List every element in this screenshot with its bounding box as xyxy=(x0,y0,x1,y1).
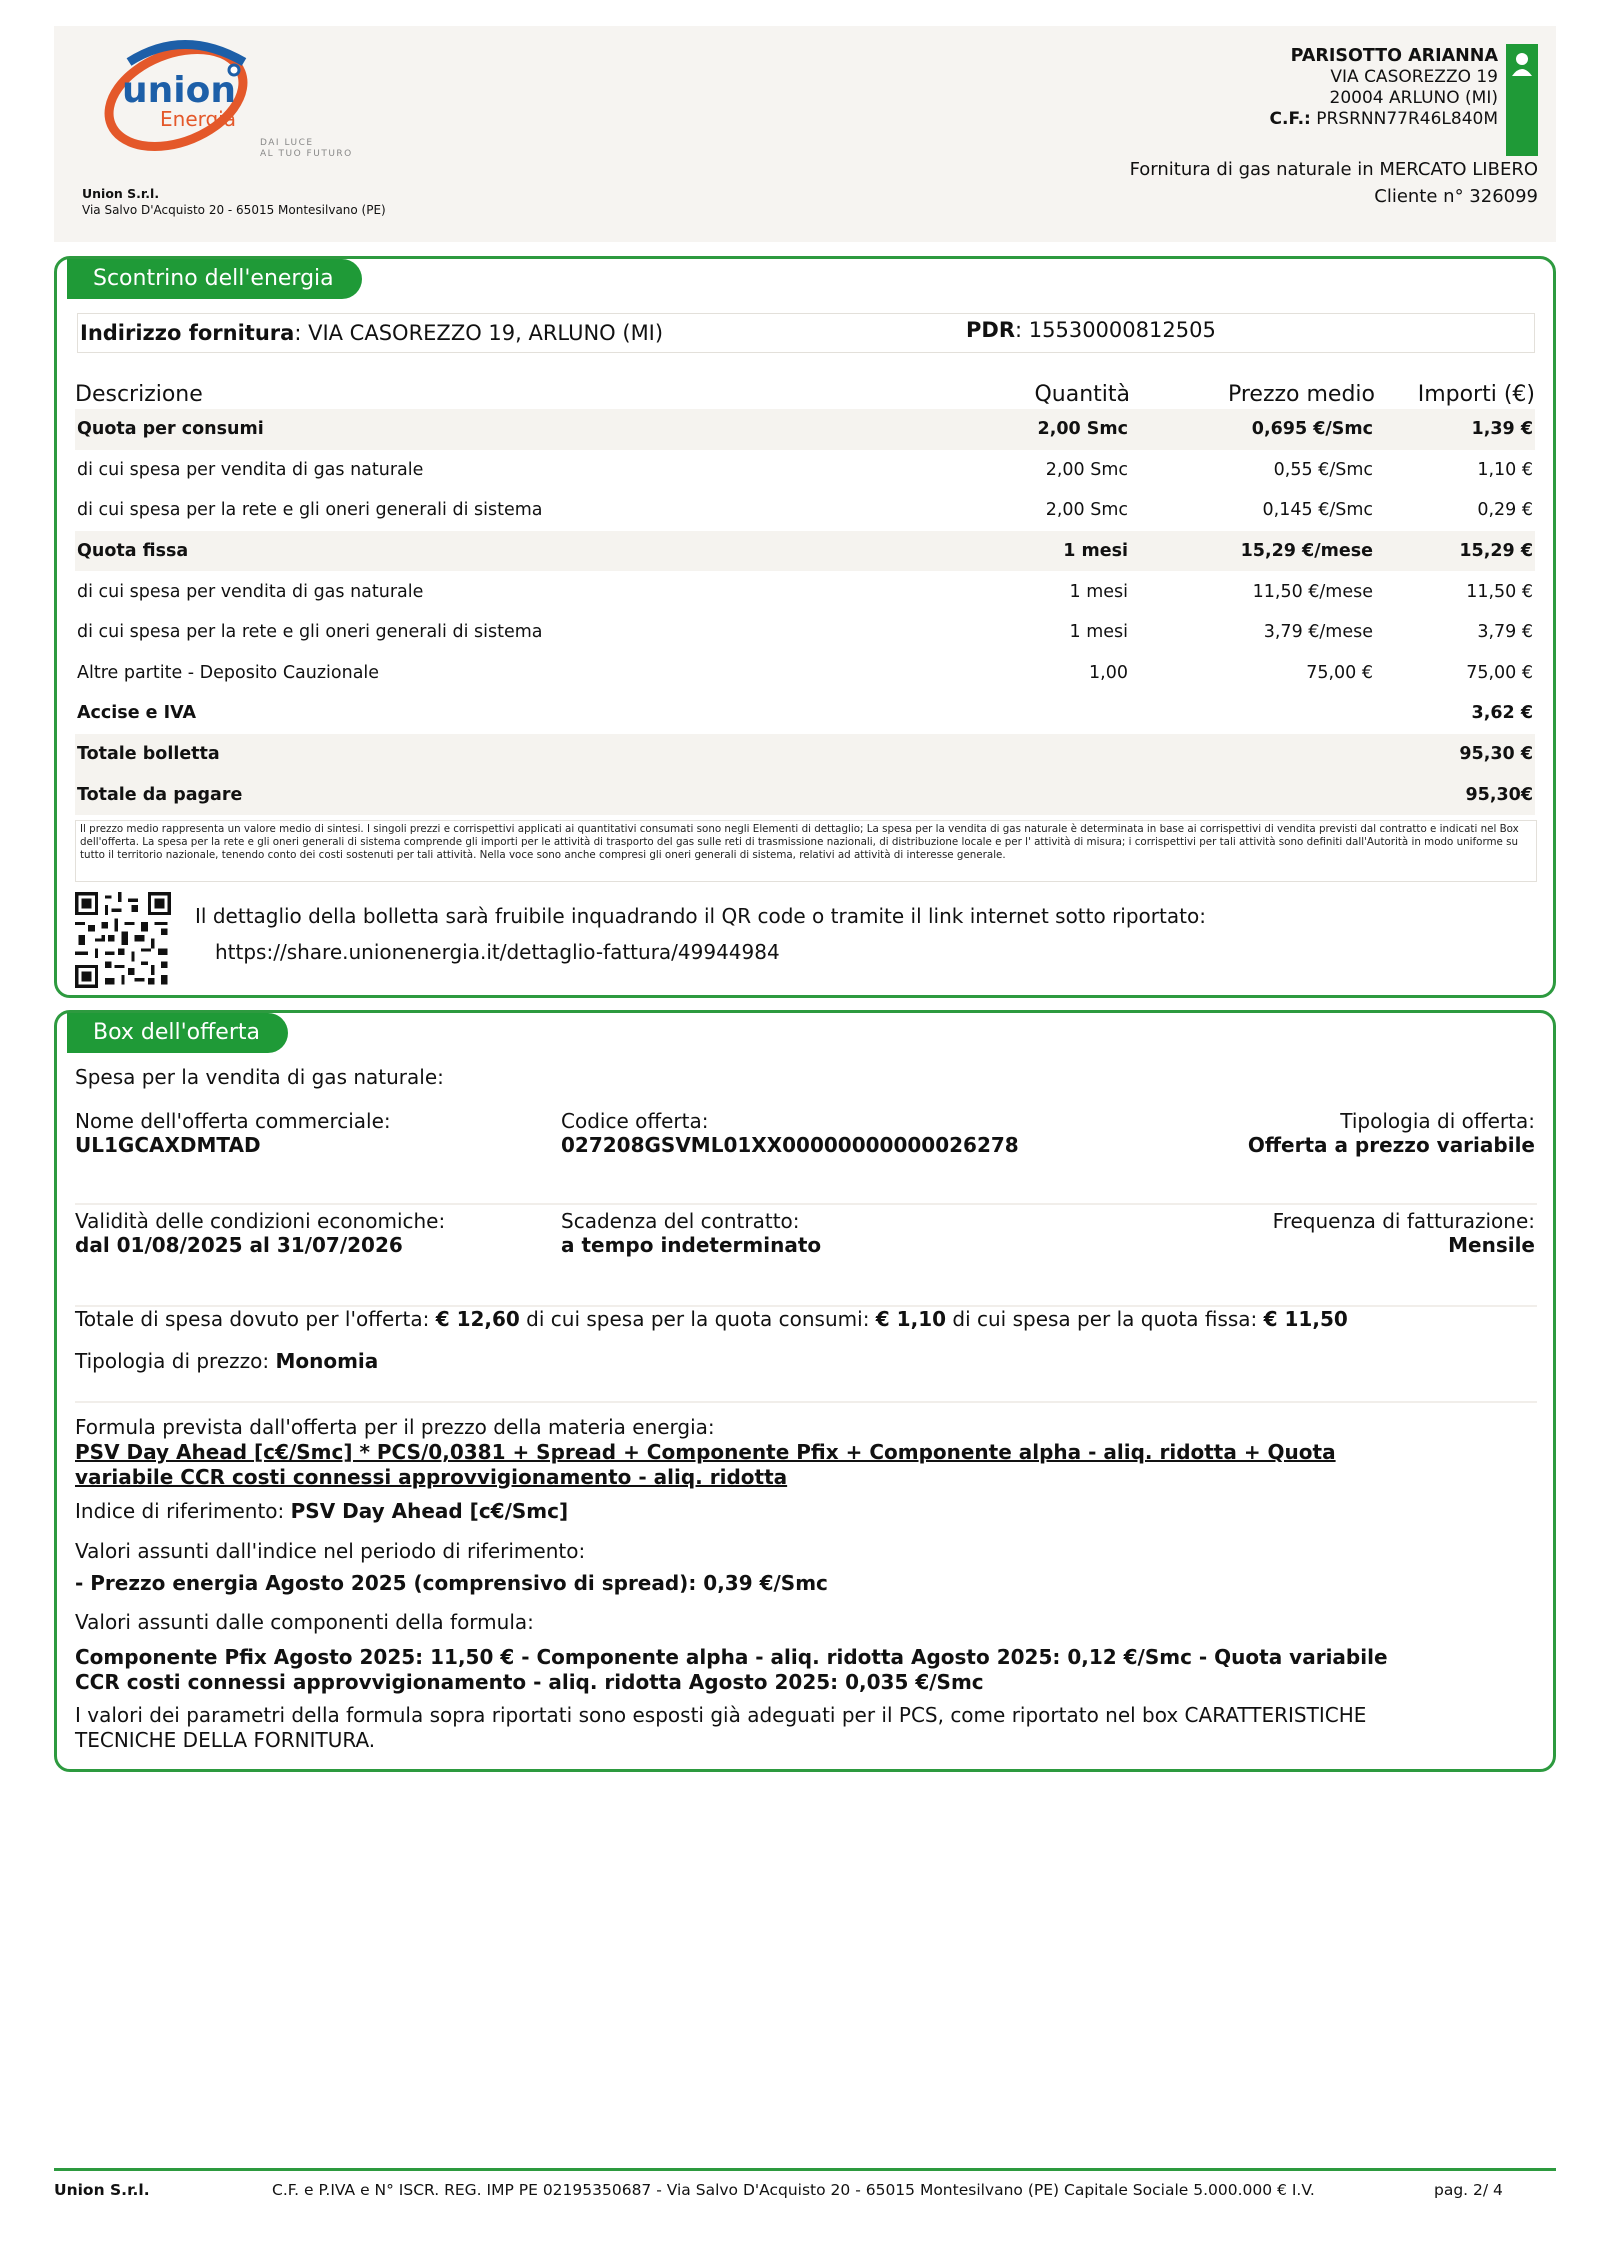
customer-block xyxy=(1270,46,1498,130)
company-info xyxy=(82,186,386,218)
table-row: di cui spesa per vendita di gas naturale 2,00 Smc 0,55 €/Smc 1,10 € xyxy=(77,459,1533,480)
col-quantity: Quantità xyxy=(1034,382,1130,407)
offer-box-title: Box dell'offerta xyxy=(67,1013,288,1053)
components-values: Componente Pfix Agosto 2025: 11,50 € - Componente alpha - aliq. ridotta Agosto 2025: 0,12 €/Smc - Quota variabile CCR costi connessi approvvigionamento - aliq. ridotta Agosto 2025: 0,035 €/Smc xyxy=(75,1645,1388,1694)
contract-expiry: Scadenza del contratto: a tempo indeterminato xyxy=(561,1209,822,1257)
offer-box xyxy=(54,1010,1556,1772)
customer-street: VIA CASOREZZO 19 xyxy=(1330,67,1498,87)
charges-table xyxy=(75,369,1535,815)
table-row: Altre partite - Deposito Cauzionale 1,00 75,00 € 75,00 € xyxy=(77,662,1533,683)
offer-intro: Spesa per la vendita di gas naturale: xyxy=(75,1065,444,1089)
table-header xyxy=(75,369,1535,409)
table-row: Quota per consumi 2,00 Smc 0,695 €/Smc 1,39 € xyxy=(75,409,1535,450)
supply-info xyxy=(1130,156,1538,210)
table-row: Accise e IVA 3,62 € xyxy=(77,703,1533,724)
bill-detail-link[interactable]: https://share.unionenergia.it/dettaglio-fattura/49944984 xyxy=(215,940,780,964)
company-name: Union S.r.l. xyxy=(82,186,160,201)
index-values: - Prezzo energia Agosto 2025 (comprensivo di spread): 0,39 €/Smc xyxy=(75,1571,828,1595)
person-icon xyxy=(1506,44,1538,156)
table-row: Totale bolletta 95,30 € xyxy=(75,734,1535,775)
qr-instruction: Il dettaglio della bolletta sarà fruibile inquadrando il QR code o tramite il link internet sotto riportato: xyxy=(195,904,1206,928)
energy-receipt-title: Scontrino dell'energia xyxy=(67,259,362,299)
customer-city: 20004 ARLUNO (MI) xyxy=(1329,88,1498,108)
offer-total-spend: Totale di spesa dovuto per l'offerta: € 12,60 di cui spesa per la quota consumi: € 1,10 di cui spesa per la quota fissa: € 11,50 xyxy=(75,1307,1348,1331)
energy-receipt-box xyxy=(54,256,1556,998)
table-row: di cui spesa per la rete e gli oneri generali di sistema 2,00 Smc 0,145 €/Smc 0,29 € xyxy=(77,500,1533,521)
footer-company: Union S.r.l. xyxy=(54,2181,150,2199)
offer-code: Codice offerta: 027208GSVML01XX00000000000026278 xyxy=(561,1109,1019,1157)
union-energia-logo xyxy=(94,32,354,182)
logo-tagline-2: AL TUO FUTURO xyxy=(260,149,353,159)
page-number: pag. 2/ 4 xyxy=(1434,2181,1503,2199)
index-values-label: Valori assunti dall'indice nel periodo di riferimento: xyxy=(75,1539,586,1563)
logo-subtitle: Energia xyxy=(160,107,236,131)
table-row: Quota fissa 1 mesi 15,29 €/mese 15,29 € xyxy=(75,531,1535,572)
price-formula: Formula prevista dall'offerta per il prezzo della materia energia: PSV Day Ahead [c€/Smc] * PCS/0,0381 + Spread + Componente Pfix + Componente alpha - aliq. ridotta + Quota variabile CCR costi connessi approvvigionamento - aliq. ridotta xyxy=(75,1415,1336,1489)
col-description: Descrizione xyxy=(75,382,203,407)
customer-cf: C.F.: PRSRNN77R46L840M xyxy=(1269,109,1498,129)
offer-type: Tipologia di offerta: Offerta a prezzo variabile xyxy=(1247,1109,1535,1157)
client-number: Cliente n° 326099 xyxy=(1374,186,1538,207)
customer-name: PARISOTTO ARIANNA xyxy=(1290,46,1498,66)
offer-name: Nome dell'offerta commerciale: UL1GCAXDMTAD xyxy=(75,1109,391,1157)
avg-price-note: Il prezzo medio rappresenta un valore medio di sintesi. I singoli prezzi e corrispettivi applicati ai quantitativi consumati sono negli Elementi di dettaglio; La spesa per la vendita di gas naturale è determinata in base ai corrispettivi di vendita previsti dal contratto e indicati nel Box dell'offerta. La spesa per la rete e gli oneri generali di sistema comprende gli importi per le attività di trasporto del gas sulle reti di trasmissione nazionali, di distribuzione locale e per l' attività di misura; i corrispettivi per tali attività sono definiti dall'Autorità in modo uniforme su tutto il territorio nazionale, tenendo conto dei costi sostenuti per tali attività. Nella voce sono anche compresi gli oneri generali di sistema, relativi ad attività di interesse generale. xyxy=(75,820,1537,882)
components-label: Valori assunti dalle componenti della formula: xyxy=(75,1610,534,1634)
supply-address: Indirizzo fornitura: VIA CASOREZZO 19, ARLUNO (MI) xyxy=(80,321,664,345)
supply-address-row xyxy=(77,313,1535,353)
pdr-code: PDR: 15530000812505 xyxy=(966,318,1216,342)
price-type: Tipologia di prezzo: Monomia xyxy=(75,1349,379,1373)
divider xyxy=(75,1401,1537,1403)
logo-tagline-1: DAI LUCE xyxy=(260,138,314,148)
company-address: Via Salvo D'Acquisto 20 - 65015 Montesilvano (PE) xyxy=(82,203,386,217)
footer-legal-info: C.F. e P.IVA e N° ISCR. REG. IMP PE 02195350687 - Via Salvo D'Acquisto 20 - 65015 Montesilvano (PE) Capitale Sociale 5.000.000 € I.V. xyxy=(272,2181,1315,2199)
bill-header xyxy=(54,26,1556,242)
validity: Validità delle condizioni economiche: dal 01/08/2025 al 31/07/2026 xyxy=(75,1209,446,1257)
footer-divider xyxy=(54,2168,1556,2171)
pcs-note: I valori dei parametri della formula sopra riportati sono esposti già adeguati per il PCS, come riportato nel box CARATTERISTICHE TECNICHE DELLA FORNITURA. xyxy=(75,1703,1367,1752)
table-row: Totale da pagare 95,30€ xyxy=(75,774,1535,815)
reference-index: Indice di riferimento: PSV Day Ahead [c€/Smc] xyxy=(75,1499,569,1523)
col-amount: Importi (€) xyxy=(1417,382,1535,407)
billing-frequency: Frequenza di fatturazione: Mensile xyxy=(1272,1209,1535,1257)
table-row: di cui spesa per la rete e gli oneri generali di sistema 1 mesi 3,79 €/mese 3,79 € xyxy=(77,622,1533,643)
divider xyxy=(75,1203,1537,1205)
table-row: di cui spesa per vendita di gas naturale 1 mesi 11,50 €/mese 11,50 € xyxy=(77,581,1533,602)
supply-type: Fornitura di gas naturale in MERCATO LIBERO xyxy=(1129,159,1538,180)
col-avg-price: Prezzo medio xyxy=(1227,382,1375,407)
logo-wordmark: union xyxy=(122,70,236,111)
qr-code-icon[interactable] xyxy=(75,892,171,988)
